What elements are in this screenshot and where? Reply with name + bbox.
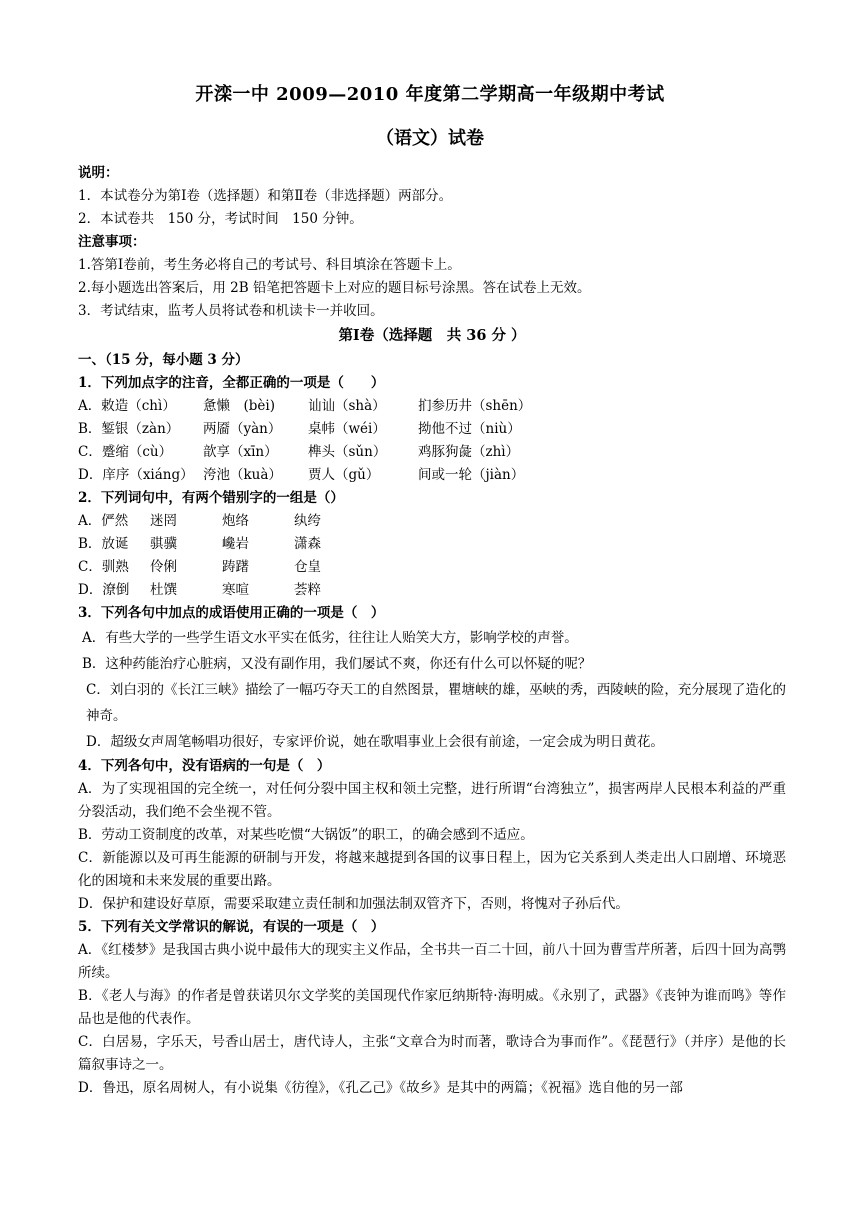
- question-5-option-d: D．鲁迅，原名周树人，有小说集《彷徨》，《孔乙己》《故乡》是其中的两篇；《祝福》选自他的另一部: [78, 1080, 683, 1096]
- option-item: 榫头（sǔn）: [308, 444, 387, 460]
- notes-item: 1．本试卷分为第Ⅰ卷（选择题）和第Ⅱ卷（非选择题）两部分。: [78, 188, 453, 204]
- question-3-stem: 3．下列各句中加点的成语使用正确的一项是（ ）: [78, 605, 385, 621]
- question-5-option-a: A．《红楼梦》是我国古典小说中最伟大的现实主义作品，全书共一百二十回，前八十回为曹雪芹所著，后四十回为高鹗所续。: [78, 942, 786, 981]
- option-item: 两靥（yàn）: [203, 421, 282, 437]
- option-item: 讪讪（shà）: [308, 398, 386, 414]
- question-2-option-b: [78, 533, 786, 556]
- option-item: C．驯熟: [78, 559, 129, 575]
- question-3-option-c: C．刘白羽的《长江三峡》描绘了一幅巧夺天工的自然图景，瞿塘峡的雄，巫峡的秀，西陵峡的险，充分展现了造化的神奇。: [86, 682, 786, 724]
- question-1-option-b: [78, 418, 786, 441]
- option-item: C．蹙缩（cù）: [78, 444, 173, 460]
- option-item: D．潦倒: [78, 582, 130, 598]
- option-item: D．庠序（xiáng）: [78, 467, 194, 483]
- attention-item: 2.每小题选出答案后，用 2B 铅笔把答题卡上对应的题目标号涂黑。答在试卷上无效。: [78, 280, 591, 296]
- attention-item: 1.答第Ⅰ卷前，考生务必将自己的考试号、科目填涂在答题卡上。: [78, 257, 461, 273]
- option-item: 拗他不过（niù）: [418, 421, 521, 437]
- question-2-stem: 2．下列词句中，有两个错别字的一组是（）: [78, 490, 344, 506]
- question-5-option-b: B．《老人与海》的作者是曾获诺贝尔文学奖的美国现代作家厄纳斯特·海明威。《永别了，武器》《丧钟为谁而鸣》等作品也是他的代表作。: [78, 988, 786, 1027]
- question-3-option-d: D．超级女声周笔畅唱功很好，专家评价说，她在歌唱事业上会很有前途，一定会成为明日黄花。: [86, 734, 664, 750]
- option-item: 歆享（xīn）: [203, 444, 278, 460]
- question-2-option-c: [78, 556, 786, 579]
- option-item: 荟粹: [294, 582, 321, 598]
- question-5-option-c: C．白居易，字乐天，号香山居士，唐代诗人，主张“文章合为时而著，歌诗合为事而作”。《琵琶行》（并序）是他的长篇叙事诗之一。: [78, 1034, 786, 1073]
- question-1-stem: 1．下列加点字的注音，全都正确的一项是（ ）: [78, 375, 385, 391]
- option-item: 潇森: [294, 536, 321, 552]
- question-5-stem: 5．下列有关文学常识的解说，有误的一项是（ ）: [78, 919, 385, 935]
- option-item: 仓皇: [294, 559, 321, 575]
- question-1-option-a: [78, 395, 786, 418]
- option-item: 迷罔: [150, 513, 177, 529]
- exam-title: 开滦一中 2009—2010 年度第二学期高一年级期中考试: [195, 84, 665, 105]
- option-item: A．俨然: [78, 513, 129, 529]
- question-4-option-c: C．新能源以及可再生能源的研制与开发，将越来越提到各国的议事日程上，因为它关系到人类走出人口剧增、环境恶化的困境和未来发展的重要出路。: [78, 850, 786, 889]
- option-item: 扪参历井（shēn）: [418, 398, 532, 414]
- part-heading: 一、（15 分，每小题 3 分）: [78, 352, 249, 368]
- question-4-option-a: A．为了实现祖国的完全统一，对任何分裂中国主权和领土完整，进行所谓“台湾独立”，损害两岸人民根本利益的严重分裂活动，我们绝不会坐视不管。: [78, 781, 786, 820]
- question-3-option-a: A．有些大学的一些学生语文水平实在低劣，往往让人贻笑大方，影响学校的声誉。: [82, 630, 578, 646]
- question-4-option-d: D．保护和建设好草原，需要采取建立责任制和加强法制双管齐下，否则，将愧对子孙后代。: [78, 896, 629, 912]
- option-item: 炮络: [222, 513, 249, 529]
- attention-label: 注意事项：: [78, 234, 146, 250]
- question-2-option-d: [78, 579, 786, 602]
- notes-label: 说明：: [78, 165, 119, 181]
- option-item: 杜馔: [150, 582, 177, 598]
- exam-subtitle: （语文）试卷: [376, 128, 484, 149]
- section-title: 第Ⅰ卷（选择题 共 36 分 ）: [338, 327, 526, 344]
- option-item: 桌帏（wéi）: [308, 421, 386, 437]
- option-item: 寒喧: [222, 582, 249, 598]
- option-item: 纨绔: [294, 513, 321, 529]
- option-item: 惫懒 (bèi): [203, 398, 275, 414]
- notes-item: 2．本试卷共 150 分，考试时间 150 分钟。: [78, 211, 363, 227]
- option-item: 伶俐: [150, 559, 177, 575]
- question-4-stem: 4．下列各句中，没有语病的一句是（ ）: [78, 758, 331, 774]
- option-item: 洿池（kuà）: [203, 467, 282, 483]
- question-1-option-d: [78, 464, 786, 487]
- question-1-option-c: [78, 441, 786, 464]
- question-2-option-a: [78, 510, 786, 533]
- exam-content: [78, 162, 786, 1100]
- option-item: 鸡豚狗彘（zhì）: [418, 444, 520, 460]
- option-item: B．錾银（zàn）: [78, 421, 180, 437]
- option-item: B．放诞: [78, 536, 129, 552]
- option-item: 间或一轮（jiàn）: [418, 467, 525, 483]
- option-item: 踌躇: [222, 559, 249, 575]
- question-3-option-b: B．这种药能治疗心脏病，又没有副作用，我们屡试不爽，你还有什么可以怀疑的呢？: [82, 656, 592, 672]
- option-item: A．敕造（chì）: [78, 398, 176, 414]
- attention-item: 3．考试结束，监考人员将试卷和机读卡一并收回。: [78, 303, 384, 319]
- option-item: 骐骥: [150, 536, 177, 552]
- question-4-option-b: B．劳动工资制度的改革，对某些吃惯“大锅饭”的职工，的确会感到不适应。: [78, 827, 534, 843]
- option-item: 巉岩: [222, 536, 249, 552]
- option-item: 贾人（gǔ）: [308, 467, 380, 483]
